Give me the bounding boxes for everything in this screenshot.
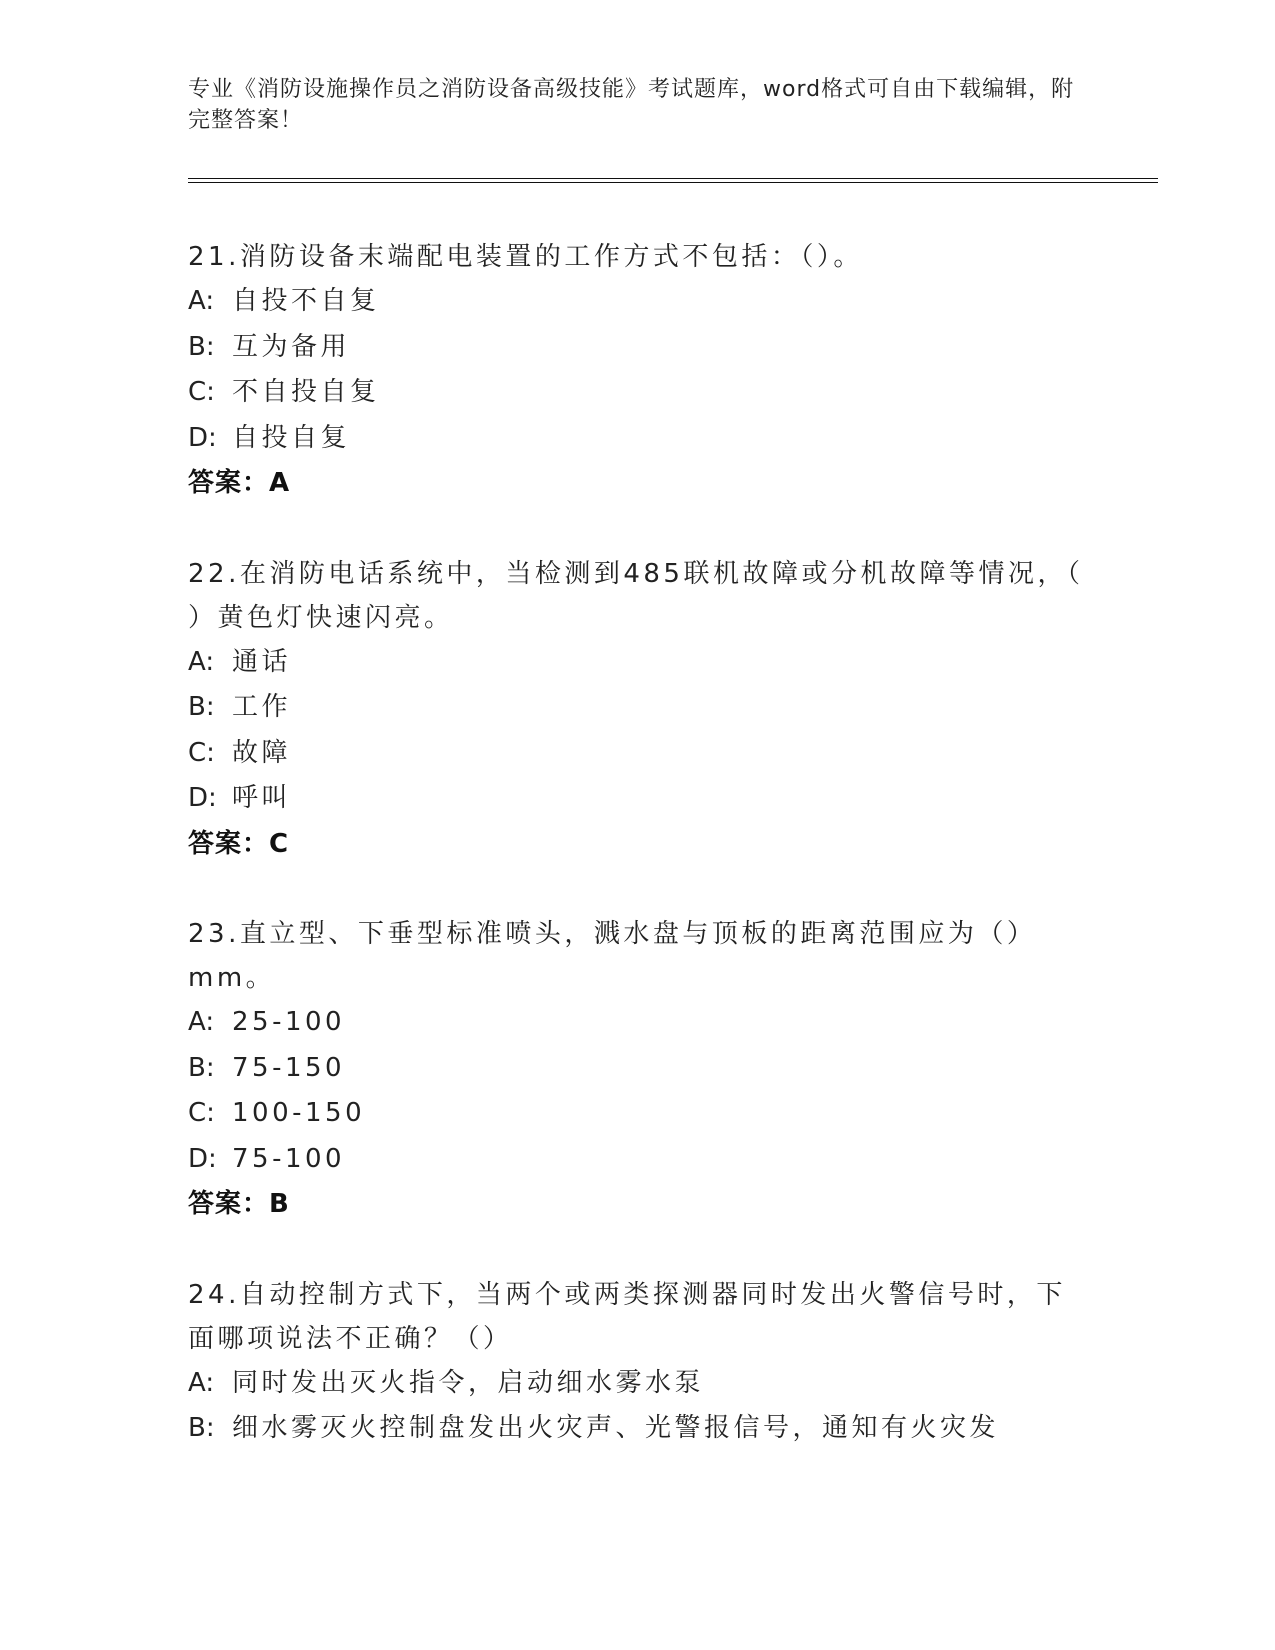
option-text: 100-150 (232, 1098, 366, 1128)
option-key: B: (188, 692, 215, 722)
option-c (188, 731, 1088, 777)
option-text: 不自投自复 (232, 377, 380, 407)
option-key: D: (188, 783, 217, 813)
question-stem: 21.消防设备末端配电装置的工作方式不包括：（）。 (188, 242, 863, 272)
option-text: 自投不自复 (232, 286, 380, 316)
option-key: C: (188, 737, 215, 768)
option-a (188, 279, 1088, 325)
option-text: 25-100 (232, 1007, 346, 1037)
option-key: C: (188, 377, 215, 407)
answer-label: 答案： (188, 468, 270, 498)
option-a (188, 1000, 1088, 1046)
option-key: A: (188, 1007, 215, 1037)
option-b (188, 1046, 1088, 1092)
option-text: 自投自复 (232, 422, 351, 453)
option-key: A: (188, 646, 215, 677)
option-text: 呼叫 (232, 783, 292, 813)
option-c (188, 1091, 1088, 1137)
answer-value: C (269, 828, 290, 859)
option-text: 细水雾灭火控制盘发出火灾声、光警报信号，通知有火灾发 (232, 1413, 1000, 1443)
question-23 (188, 912, 1088, 1228)
question-list (188, 235, 1088, 1497)
option-d (188, 416, 1088, 462)
option-key: D: (188, 1143, 217, 1174)
answer-value: B (269, 1189, 290, 1219)
answer-line (188, 461, 1088, 507)
header-divider (188, 178, 1158, 183)
option-key: B: (188, 1052, 215, 1083)
option-a (188, 1361, 1088, 1407)
option-d (188, 1137, 1088, 1183)
option-d (188, 776, 1088, 822)
question-22 (188, 552, 1088, 868)
answer-line (188, 822, 1088, 868)
option-c (188, 370, 1088, 416)
answer-label: 答案： (188, 828, 270, 859)
question-stem: 23.直立型、下垂型标准喷头，溅水盘与顶板的距离范围应为（）mm。 (188, 919, 1037, 993)
option-text: 工作 (232, 692, 292, 722)
option-key: B: (188, 1413, 215, 1443)
option-a (188, 640, 1088, 686)
answer-line (188, 1182, 1088, 1228)
option-key: A: (188, 1367, 215, 1398)
document-intro: 专业《消防设施操作员之消防设备高级技能》考试题库，word格式可自由下载编辑，附完整答案！ (188, 77, 1075, 133)
option-key: D: (188, 422, 217, 453)
option-b (188, 685, 1088, 731)
option-key: A: (188, 286, 215, 316)
option-text: 互为备用 (232, 331, 351, 362)
option-text: 故障 (232, 737, 292, 768)
option-key: C: (188, 1098, 215, 1128)
option-b (188, 325, 1088, 371)
option-text: 75-100 (232, 1143, 346, 1174)
option-text: 同时发出灭火指令，启动细水雾水泵 (232, 1367, 705, 1398)
option-text: 75-150 (232, 1052, 346, 1083)
question-stem: 22.在消防电话系统中，当检测到485联机故障或分机故障等情况，（ ）黄色灯快速闪亮。 (188, 558, 1084, 633)
question-21 (188, 235, 1088, 507)
question-24 (188, 1273, 1088, 1452)
option-key: B: (188, 331, 215, 362)
question-stem: 24.自动控制方式下，当两个或两类探测器同时发出火警信号时，下面哪项说法不正确？（） (188, 1279, 1066, 1354)
option-text: 通话 (232, 646, 292, 677)
option-b (188, 1406, 1088, 1452)
answer-label: 答案： (188, 1189, 270, 1219)
answer-value: A (269, 468, 291, 498)
